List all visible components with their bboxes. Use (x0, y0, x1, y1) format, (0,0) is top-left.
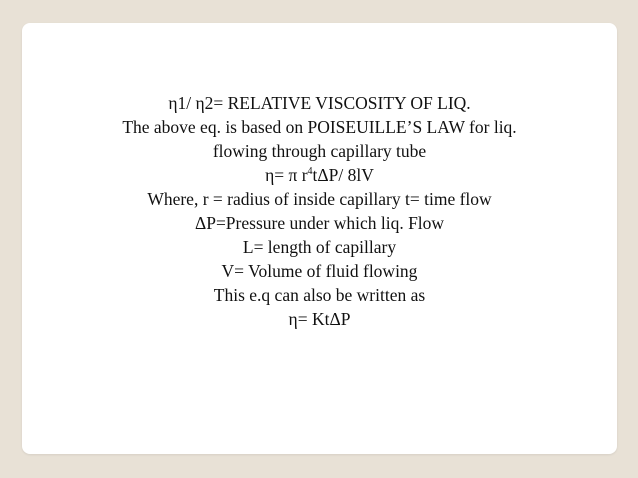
pressure-definition: ΔP=Pressure under which liq. Flow (194, 213, 445, 233)
formula-prefix: η= π r (265, 165, 308, 185)
capillary-tube-line: flowing through capillary tube (212, 141, 427, 161)
formula-suffix: tΔP/ 8lV (312, 165, 374, 185)
formula-exponent: 4 (307, 166, 313, 177)
alternate-form-line: This e.q can also be written as (213, 285, 426, 305)
volume-definition: V= Volume of fluid flowing (221, 261, 418, 281)
slide-card (22, 23, 617, 454)
relative-viscosity-line: η1/ η2= RELATIVE VISCOSITY OF LIQ. (168, 93, 471, 113)
length-definition: L= length of capillary (242, 237, 397, 257)
viscosity-formula (22, 163, 617, 187)
poiseuille-law-line: The above eq. is based on POISEUILLE’S LAW for liq. (122, 117, 517, 137)
slide-content (22, 91, 617, 331)
simplified-formula: η= KtΔP (288, 309, 351, 329)
radius-time-definition: Where, r = radius of inside capillary t= time flow (147, 189, 492, 209)
